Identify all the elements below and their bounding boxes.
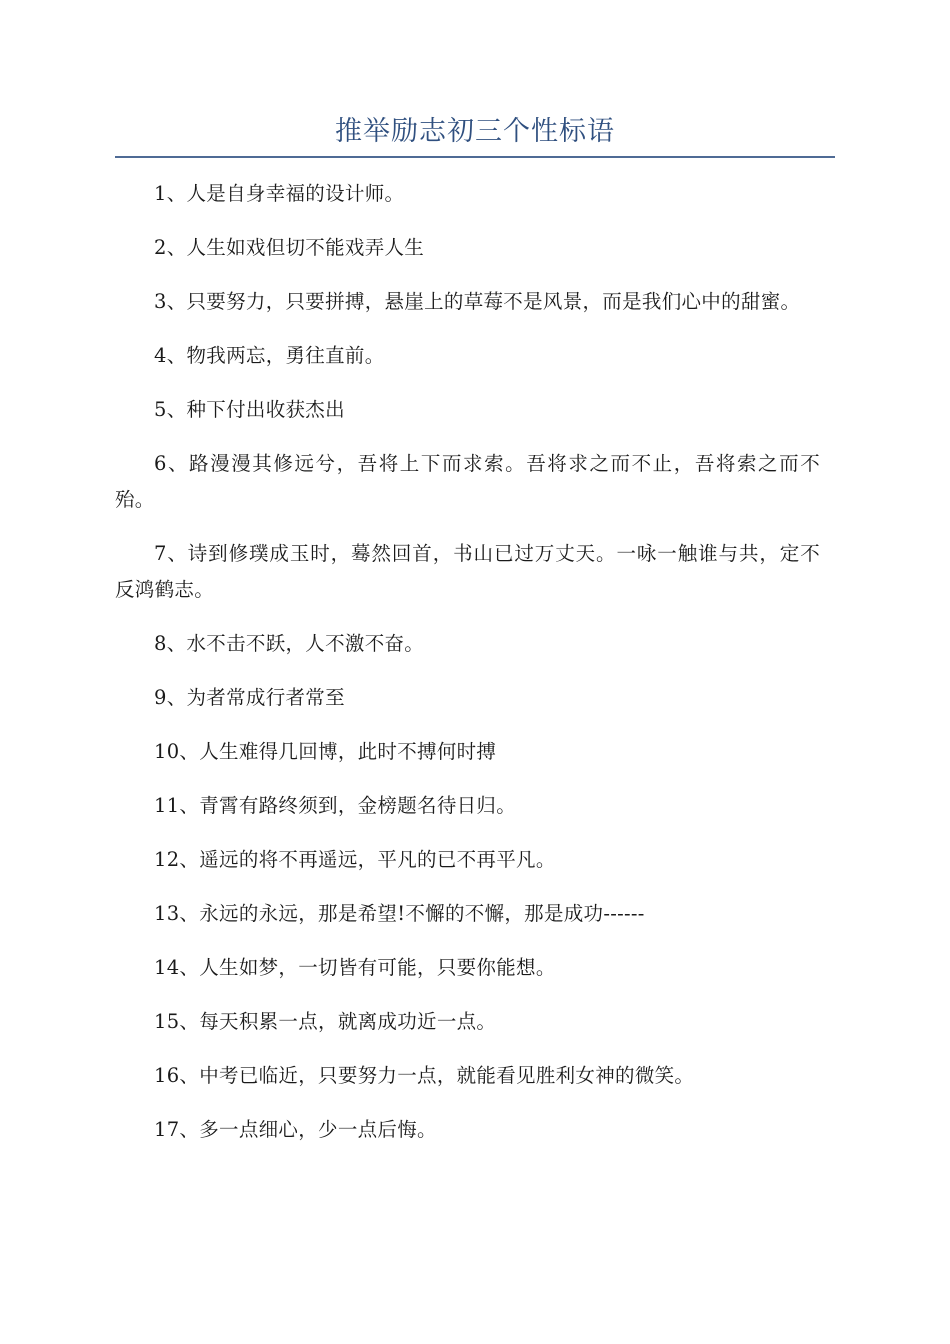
list-item: 12、遥远的将不再遥远，平凡的已不再平凡。	[154, 848, 556, 871]
list-item: 5、种下付出收获杰出	[154, 398, 345, 421]
list-item: 7、诗到修璞成玉时，蓦然回首，书山已过万丈天。一咏一触谁与共，定不反鸿鹤志。	[115, 542, 820, 601]
list-item: 16、中考已临近，只要努力一点，就能看见胜利女神的微笑。	[154, 1064, 695, 1087]
list-item: 17、多一点细心，少一点后悔。	[154, 1118, 437, 1141]
slogan-list	[115, 176, 820, 1166]
list-item: 8、水不击不跃，人不激不奋。	[154, 632, 425, 655]
list-item: 4、物我两忘，勇往直前。	[154, 344, 385, 367]
list-item: 9、为者常成行者常至	[154, 686, 345, 709]
list-item: 6、路漫漫其修远兮，吾将上下而求索。吾将求之而不止，吾将索之而不殆。	[115, 452, 820, 511]
list-item: 11、青霄有路终须到，金榜题名待日归。	[154, 794, 517, 817]
list-item: 15、每天积累一点，就离成功近一点。	[154, 1010, 497, 1033]
list-item: 10、人生难得几回博，此时不搏何时搏	[154, 740, 497, 763]
list-item: 13、永远的永远，那是希望!不懈的不懈，那是成功------	[154, 902, 645, 925]
page-title: 推举励志初三个性标语	[335, 116, 615, 147]
list-item: 2、人生如戏但切不能戏弄人生	[154, 236, 425, 259]
list-item: 1、人是自身幸福的设计师。	[154, 182, 405, 205]
list-item: 14、人生如梦，一切皆有可能，只要你能想。	[154, 956, 556, 979]
list-item: 3、只要努力，只要拼搏，悬崖上的草莓不是风景，而是我们心中的甜蜜。	[154, 290, 801, 313]
title-block	[115, 112, 835, 158]
